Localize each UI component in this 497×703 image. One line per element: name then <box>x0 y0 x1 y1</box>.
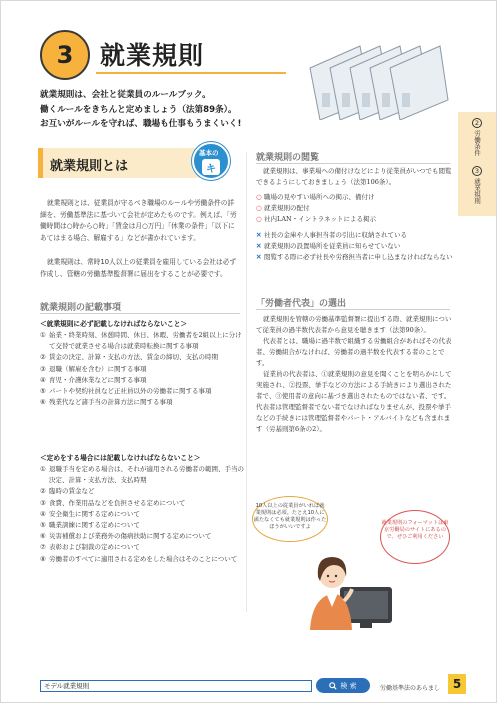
must-list <box>40 330 245 408</box>
ok-circle-icon: ○ <box>256 204 262 212</box>
list-item: ① 始業・終業時刻、休憩時間、休日、休暇、労働者を2組以上に分けて交替で就業させる場合は就業時転換に関する事項 <box>40 331 242 351</box>
ng-item: ✕ 社長の金庫や人事担当者の引出に収納されている <box>256 231 407 239</box>
tab-work-rules[interactable] <box>463 166 491 204</box>
badge-char: キ <box>202 159 220 175</box>
ng-list <box>256 230 456 263</box>
requirement-paragraph: 就業規則は、常時10人以上の従業員を雇用している会社は必ず作成し、管轄の労働基準監督署に届出をすることが必要です。 <box>40 258 237 278</box>
cross-icon: ✕ <box>256 242 262 250</box>
chapter-number: 3 <box>56 41 74 69</box>
list-item: ③ 退職（解雇を含む）に関する事項 <box>40 364 147 373</box>
list-item: ⑧ 労働者のすべてに適用される定めをした場合はそのことについて <box>40 554 238 563</box>
badge-top-label: 基本の <box>199 149 219 157</box>
speech-bubble-left: 10人以上の従業員がいれば就業規則は必須。たとえ10人に満たなくても就業規則は作ったほうがいいですよ <box>252 496 328 542</box>
list-item: ② 臨時の賃金など <box>40 487 95 496</box>
list-item: ⑤ パートや契約社員など正社員以外の労働者に関する事項 <box>40 387 212 396</box>
speech-bubble-right: 就業規則のフォーマットは東京労働局のサイトにあるので、ぜひご利用ください <box>380 510 450 564</box>
list-item: ⑤ 職業訓練に関する定めについて <box>40 521 140 530</box>
list-item: ③ 食費、作業用品などを負担させる定めについて <box>40 498 186 507</box>
woman-at-computer-illustration <box>300 535 400 630</box>
list-item: ⑦ 表彰および制裁の定めについて <box>40 543 140 552</box>
search-button-label: 検 索 <box>340 681 357 690</box>
tab-labor-conditions[interactable] <box>463 118 491 156</box>
rep-paragraph: 従業員の代表者は、①就業規則の意見を聞くことを明らかにして実施され、②投票、挙手などの方法による手続きにより選出された者で、③使用者の意向に基づき選出されたものではない者、です。代表者は管理監督者でない者でなければなりませんが、投票や挙手などの手続きには管理監督者やパート・アルバイトなども含まれます（労基則第6条の2）。 <box>256 370 452 433</box>
view-paragraph: 就業規則は、事業場への備付けなどにより従業員がいつでも閲覧できるようにしておきましょう（法第106条）。 <box>256 167 452 186</box>
list-item: ① 退職手当を定める場合は、それが適用される労働者の範囲、手当の決定、計算・支払方法、支払時期 <box>40 465 244 485</box>
conditional-heading: ＜定めをする場合には記載しなければならないこと＞ <box>40 454 201 462</box>
ng-item: ✕ 就業規則の設置場所を従業員に知らせていない <box>256 242 401 250</box>
items-heading: 就業規則の記載事項 <box>40 303 122 313</box>
view-heading: 就業規則の閲覧 <box>256 153 320 163</box>
representative-heading: 「労働者代表」の選出 <box>256 299 347 309</box>
search-button[interactable] <box>316 678 370 693</box>
chapter-number-badge <box>40 30 90 80</box>
list-item: ② 賃金の決定、計算・支払の方法、賃金の締切、支払の時期 <box>40 353 218 362</box>
page-number: 5 <box>448 674 466 694</box>
heading-rule <box>256 163 450 164</box>
tab-label: 労働条件 <box>473 130 481 156</box>
conditional-list <box>40 464 245 565</box>
ok-item: ○ 就業規則の配付 <box>256 204 310 212</box>
title-underline <box>96 72 286 74</box>
definition-paragraph: 就業規則とは、従業員が守るべき職場のルールや労働条件の詳細を、労働基準法に基づいて会社が定めたものです。例えば、「労働時間は○時から○時」「賃金は月○万円」「休業の条件」「以下にあてはまる場合、解雇する」などが書かれています。 <box>40 199 237 242</box>
ok-item: ○ 社内LAN・イントラネットによる掲示 <box>256 215 377 223</box>
must-heading: ＜就業規則に必ず記載しなければならないこと＞ <box>40 320 188 328</box>
ok-item: ○ 職場の見やすい場所への掲示、備付け <box>256 193 375 201</box>
section-title: 就業規則とは <box>50 159 129 174</box>
ok-circle-icon: ○ <box>256 193 262 201</box>
intro-line: 就業規則は、会社と従業員のルールブック。 <box>40 90 211 100</box>
list-item: ⑥ 災害補償および業務外の傷病扶助に関する定めについて <box>40 532 212 541</box>
page-title: 就業規則 <box>100 41 205 70</box>
column-divider <box>246 152 247 612</box>
intro-line: お互いがルールを守れば、職場も仕事もうまくいく! <box>40 119 242 129</box>
ok-list <box>256 192 456 225</box>
cross-icon: ✕ <box>256 253 262 261</box>
search-icon <box>329 682 337 690</box>
tab-number: 2 <box>472 118 482 128</box>
binders-illustration <box>300 38 450 120</box>
rep-paragraph: 就業規則を管轄の労働基準監督署に提出する際、就業規則について従業員の過半数代表者から意見を聴きます（法第90条）。 <box>256 315 452 334</box>
heading-rule <box>256 309 450 310</box>
list-item: ④ 育児・介護休業などに関する事項 <box>40 375 147 384</box>
search-value: モデル就業規則 <box>44 682 90 690</box>
footer-title: 労働基準法のあらまし <box>380 685 441 692</box>
list-item: ⑥ 残業代など諸手当の計算方法に関する事項 <box>40 398 173 407</box>
tab-number: 3 <box>472 166 482 176</box>
intro-text <box>40 88 270 132</box>
rep-paragraph: 代表者とは、職場に過半数で組織する労働組合があればその代表者、労働組合がなければ、労働者の過半数を代表する者のことです。 <box>256 337 452 367</box>
heading-rule <box>40 313 240 314</box>
cross-icon: ✕ <box>256 231 262 239</box>
representative-text <box>256 314 456 435</box>
ng-item: ✕ 閲覧する際に必ず社長や労務担当者に申し込まなければならない <box>256 253 453 261</box>
intro-line: 働くルールをきちんと定めましょう（法第89条）。 <box>40 104 237 115</box>
list-item: ④ 安全衛生に関する定めについて <box>40 509 140 518</box>
tab-label: 就業規則 <box>473 178 481 204</box>
ok-circle-icon: ○ <box>256 215 262 223</box>
